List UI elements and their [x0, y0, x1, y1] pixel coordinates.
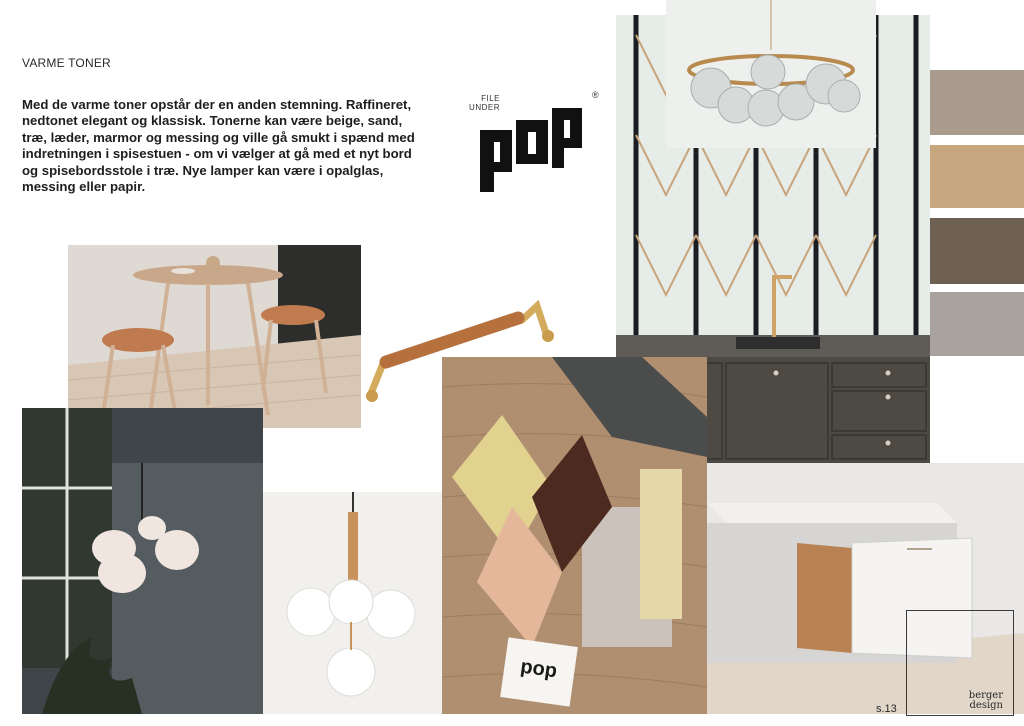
globe-chandelier-photo [666, 0, 876, 148]
table-stools-photo [68, 245, 361, 428]
berger-design-logo [906, 610, 1014, 716]
brand-line-2: design [969, 700, 1003, 711]
material-samples-photo [442, 357, 707, 714]
sample-card-pop-text: pop [519, 655, 559, 683]
color-swatch-taupe [930, 70, 1024, 135]
body-paragraph: Med de varme toner opstår der en anden stemning. Raffineret, nedtonet elegant og klassisk. Tonerne kan være beige, sand, træ, læder, marmor og messing og ville gå smukt i spænd med indretningen i spisestuen - om vi vælger at gå med et nyt bord og spisebordsstole i træ. Nye lamper kan være i opalglas, messing eller papir. [22, 97, 415, 195]
page-number: s.13 [876, 703, 897, 715]
opal-pendant-photo [263, 492, 442, 714]
brand-line-1: berger [968, 690, 1003, 701]
logo-under-text: UNDER [469, 103, 500, 112]
color-swatch-brown [930, 218, 1024, 284]
logo-file-text: FILE [481, 94, 500, 103]
page-heading: VARME TONER [22, 56, 111, 70]
file-under-pop-logo [452, 90, 599, 200]
color-swatch-grey [930, 292, 1024, 356]
registered-mark: ® [592, 90, 599, 100]
paper-lamp-photo [22, 408, 263, 714]
color-swatch-sand [930, 145, 1024, 208]
